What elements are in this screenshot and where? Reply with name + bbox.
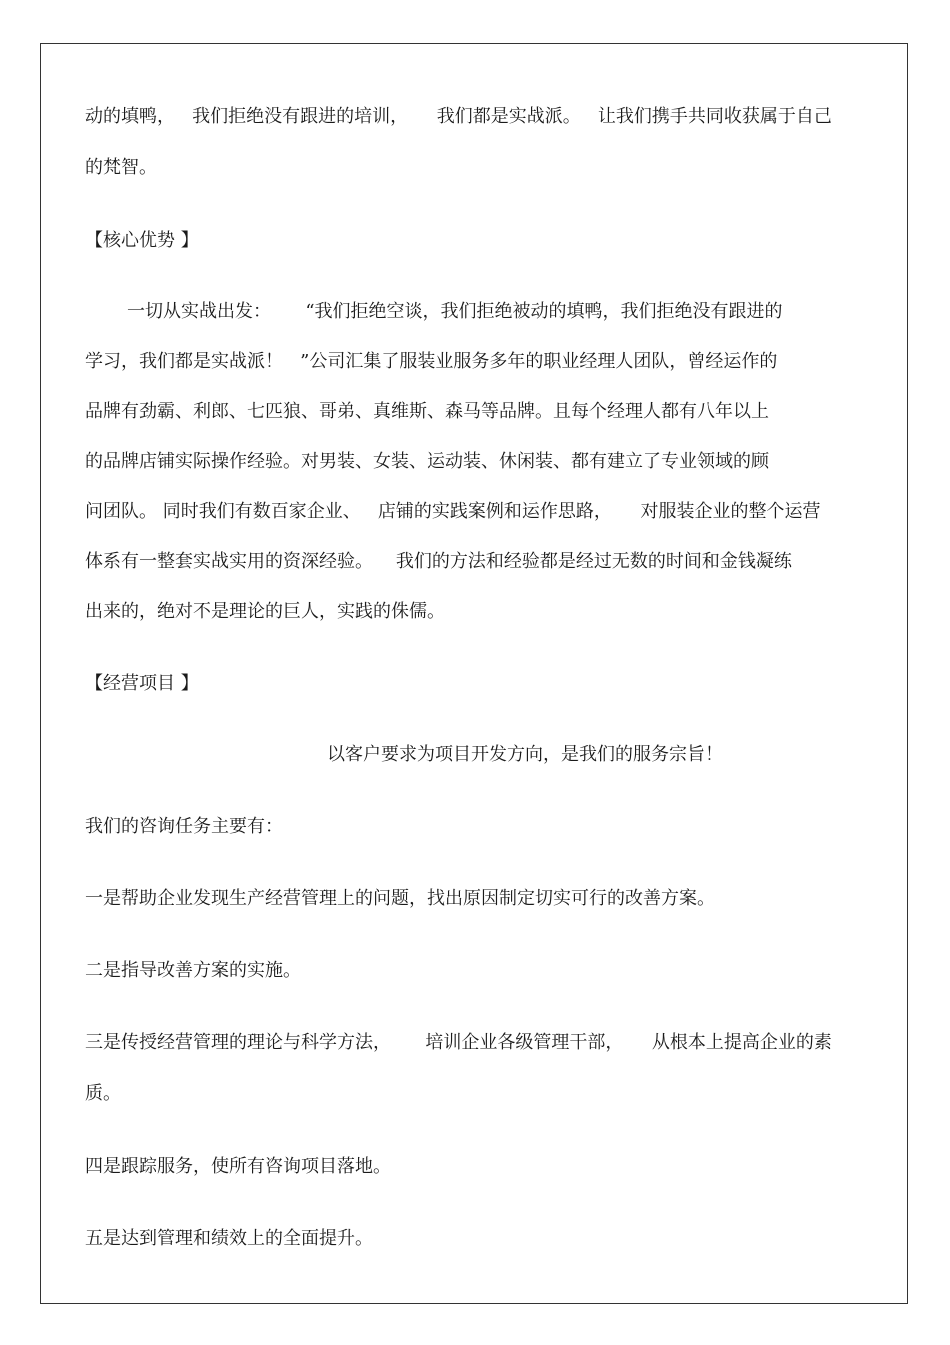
task-item-5: 五是达到管理和绩效上的全面提升。 <box>85 1228 373 1249</box>
paragraph-line-7: 出来的，绝对不是理论的巨人，实践的侏儒。 <box>85 601 445 622</box>
section-heading-business-items: 【经营项目 】 <box>85 673 199 694</box>
service-motto: 以客户要求为项目开发方向，是我们的服务宗旨！ <box>327 744 723 765</box>
continuation-line-1: 动的填鸭， 我们拒绝没有跟进的培训， 我们都是实战派。 让我们携手共同收获属于自己 <box>85 106 832 127</box>
paragraph-line-3: 品牌有劲霸、利郎、七匹狼、哥弟、真维斯、森马等品牌。且每个经理人都有八年以上 <box>85 401 769 422</box>
continuation-line-2: 的梵智。 <box>85 157 157 178</box>
task-item-3-continued: 质。 <box>85 1083 121 1104</box>
paragraph-line-2: 学习，我们都是实战派！ ”公司汇集了服装业服务多年的职业经理人团队，曾经运作的 <box>85 351 778 372</box>
tasks-intro: 我们的咨询任务主要有： <box>85 816 283 837</box>
task-item-3: 三是传授经营管理的理论与科学方法， 培训企业各级管理干部， 从根本上提高企业的素 <box>85 1032 832 1053</box>
task-item-1: 一是帮助企业发现生产经营管理上的问题，找出原因制定切实可行的改善方案。 <box>85 888 715 909</box>
task-item-4: 四是跟踪服务，使所有咨询项目落地。 <box>85 1156 391 1177</box>
paragraph-line-1: 一切从实战出发： “我们拒绝空谈，我们拒绝被动的填鸭，我们拒绝没有跟进的 <box>127 301 783 322</box>
paragraph-line-5: 问团队。 同时我们有数百家企业、 店铺的实践案例和运作思路， 对服装企业的整个运营 <box>85 501 821 522</box>
paragraph-line-4: 的品牌店铺实际操作经验。对男装、女装、运动装、休闲装、都有建立了专业领域的顾 <box>85 451 769 472</box>
task-item-2: 二是指导改善方案的实施。 <box>85 960 301 981</box>
section-heading-core-advantages: 【核心优势 】 <box>85 230 199 251</box>
paragraph-line-6: 体系有一整套实战实用的资深经验。 我们的方法和经验都是经过无数的时间和金钱凝练 <box>85 551 792 572</box>
